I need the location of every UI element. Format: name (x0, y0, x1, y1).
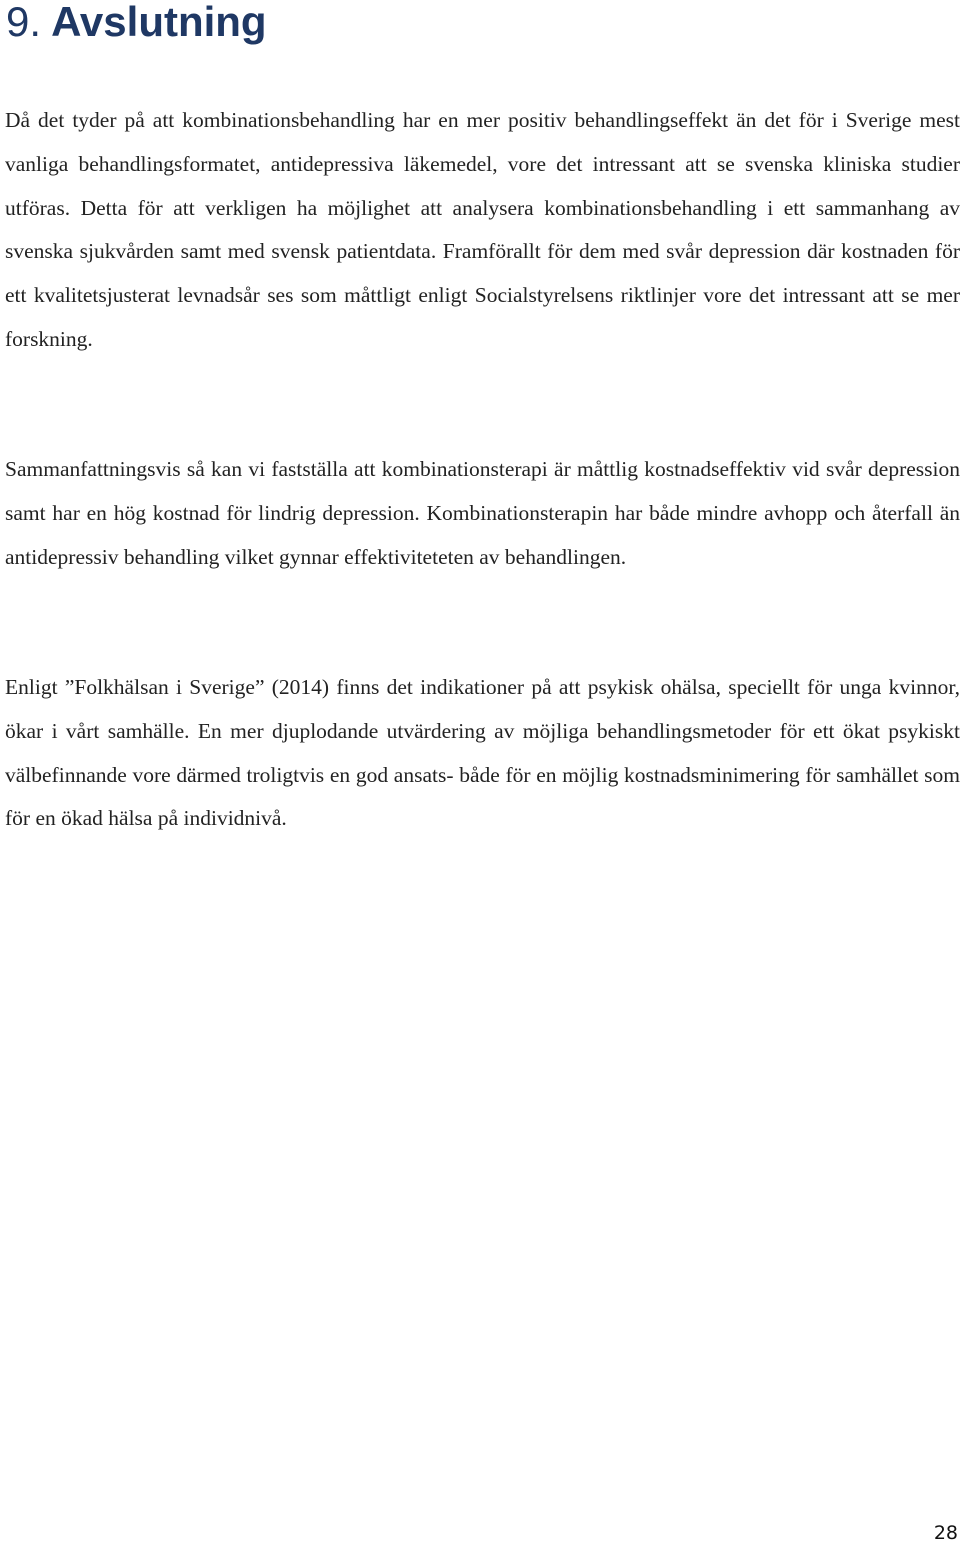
section-number: 9. (6, 0, 42, 45)
paragraph-3: Enligt ”Folkhälsan i Sverige” (2014) finns det indikationer på att psykisk ohälsa, speciellt för unga kvinnor, ökar i vårt samhälle. En mer djuplodande utvärdering av möjliga behandlingsmetoder för ett ökat psykiskt välbefinnande vore därmed troligtvis en god ansats- både för en möjlig kostnadsminimering för samhället som för en ökad hälsa på individnivå. (5, 675, 960, 831)
paragraph-1: Då det tyder på att kombinationsbehandling har en mer positiv behandlingseffekt än det för i Sverige mest vanliga behandlingsformatet, antidepressiva läkemedel, vore det intressant att se svenska kliniska studier utföras. Detta för att verkligen ha möjlighet att analysera kombinationsbehandling i ett sammanhang av svenska sjukvården samt med svensk patientdata. Framförallt för dem med svår depression där kostnaden för ett kvalitetsjusterat levnadsår ses som måttligt enligt Socialstyrelsens riktlinjer vore det intressant att se mer forskning. (5, 108, 960, 351)
page-number: 28 (933, 1522, 958, 1544)
section-heading (6, 0, 267, 48)
section-title: Avslutning (51, 0, 267, 45)
paragraph-2: Sammanfattningsvis så kan vi fastställa att kombinationsterapi är måttlig kostnadseffektiv vid svår depression samt har en hög kostnad för lindrig depression. Kombinationsterapin har både mindre avhopp och återfall än antidepressiv behandling vilket gynnar effektiviteteten av behandlingen. (5, 457, 960, 569)
